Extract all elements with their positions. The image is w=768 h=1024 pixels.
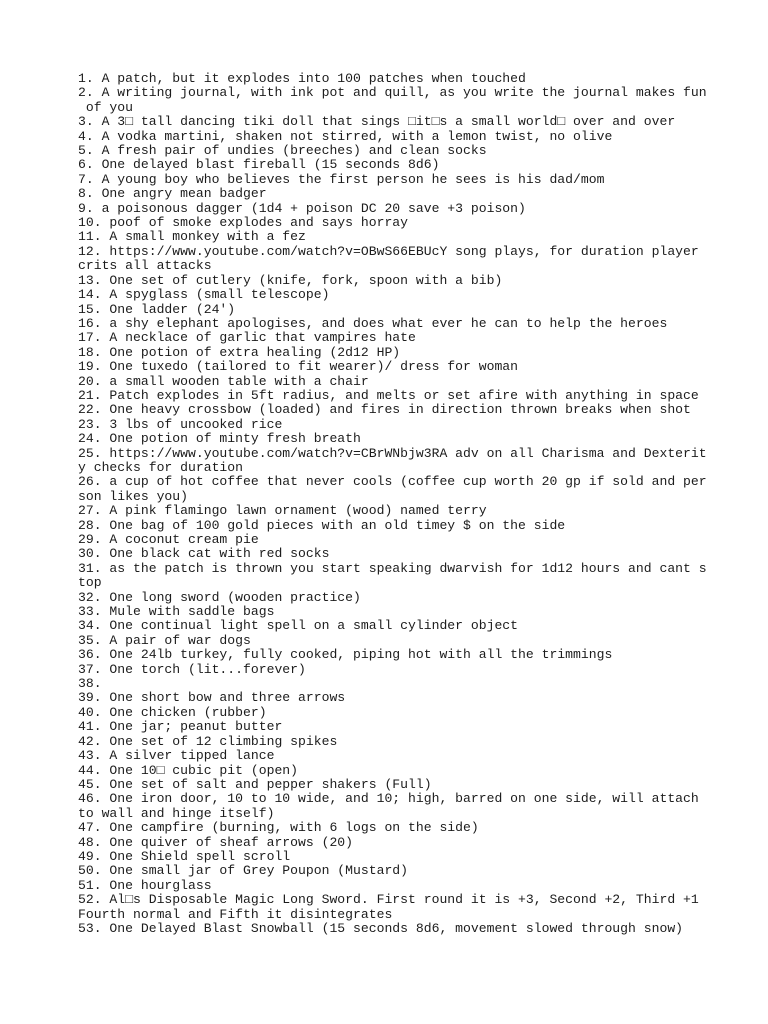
list-item: 8. One angry mean badger <box>78 186 267 202</box>
list-item: 4. A vodka martini, shaken not stirred, with a lemon twist, no olive <box>78 128 613 144</box>
list-item: 33. Mule with saddle bags <box>78 604 275 620</box>
list-item: 20. a small wooden table with a chair <box>78 373 369 389</box>
list-item: 24. One potion of minty fresh breath <box>78 431 361 447</box>
list-item: 10. poof of smoke explodes and says horray <box>78 215 409 231</box>
list-item: 17. A necklace of garlic that vampires hate <box>78 330 416 346</box>
list-item: 29. A coconut cream pie <box>78 532 259 547</box>
list-item: 31. as the patch is thrown you start speaking dwarvish for 1d12 hours and cant stop <box>78 560 707 591</box>
list-item: 40. One chicken (rubber) <box>78 704 267 720</box>
list-item: 39. One short bow and three arrows <box>78 690 346 706</box>
list-item: 26. a cup of hot coffee that never cools (coffee cup worth 20 gp if sold and person likes you) <box>78 474 707 504</box>
list-item: 27. A pink flamingo lawn ornament (wood) named terry <box>78 503 487 519</box>
list-item: 22. One heavy crossbow (loaded) and fires in direction thrown breaks when shot <box>78 402 691 418</box>
list-item: 16. a shy elephant apologises, and does what ever he can to help the heroes <box>78 315 668 331</box>
list-item: 11. A small monkey with a fez <box>78 229 306 245</box>
list-item: 38. <box>78 676 102 692</box>
list-item: 53. One Delayed Blast Snowball (15 seconds 8d6, movement slowed through snow) <box>78 920 684 936</box>
list-item: 5. A fresh pair of undies (breeches) and clean socks <box>78 143 487 159</box>
list-item: 49. One Shield spell scroll <box>78 848 291 864</box>
list-item: 3. A 3□ tall dancing tiki doll that sings □it□s a small world□ over and over <box>78 114 676 130</box>
list-item: 36. One 24lb turkey, fully cooked, piping hot with all the trimmings <box>78 647 613 663</box>
list-item: 7. A young boy who believes the first person he sees is his dad/mom <box>78 171 605 187</box>
list-item: 45. One set of salt and pepper shakers (Full) <box>78 776 432 792</box>
list-item: 32. One long sword (wooden practice) <box>78 589 361 605</box>
list-item: 12. https://www.youtube.com/watch?v=OBwS66EBUcY song plays, for duration player <box>78 243 699 259</box>
list-item: 37. One torch (lit...forever) <box>78 661 306 677</box>
list-item: 51. One hourglass <box>78 877 212 893</box>
list-item: 30. One black cat with red socks <box>78 546 330 562</box>
list-item: to wall and hinge itself) <box>78 805 275 821</box>
list-item: 41. One jar; peanut butter <box>78 719 283 735</box>
list-item: 42. One set of 12 climbing spikes <box>78 733 338 749</box>
item-list <box>78 72 710 936</box>
list-item: 50. One small jar of Grey Poupon (Mustard) <box>78 863 409 879</box>
list-item: 19. One tuxedo (tailored to fit wearer)/ dress for woman <box>78 359 519 375</box>
list-item: 13. One set of cutlery (knife, fork, spoon with a bib) <box>78 272 503 288</box>
list-item: 6. One delayed blast fireball (15 seconds 8d6) <box>78 157 440 173</box>
list-item: 28. One bag of 100 gold pieces with an old timey $ on the side <box>78 517 566 533</box>
list-item: 9. a poisonous dagger (1d4 + poison DC 20 save +3 poison) <box>78 200 526 216</box>
list-item: 1. A patch, but it explodes into 100 patches when touched <box>78 71 526 86</box>
list-item: of you <box>78 99 134 115</box>
list-item: 35. A pair of war dogs <box>78 632 251 648</box>
list-item: 15. One ladder (24') <box>78 301 236 317</box>
list-item: 46. One iron door, 10 to 10 wide, and 10; high, barred on one side, will attach <box>78 791 699 807</box>
list-item: 48. One quiver of sheaf arrows (20) <box>78 834 354 850</box>
list-item: 21. Patch explodes in 5ft radius, and melts or set afire with anything in space <box>78 387 699 403</box>
list-item: 43. A silver tipped lance <box>78 748 275 764</box>
list-item: 25. https://www.youtube.com/watch?v=CBrWNbjw3RA adv on all Charisma and Dexterity checks for duration <box>78 445 707 475</box>
list-item: 34. One continual light spell on a small cylinder object <box>78 618 519 634</box>
list-item: 2. A writing journal, with ink pot and quill, as you write the journal makes fun <box>78 85 707 101</box>
list-item: 52. Al□s Disposable Magic Long Sword. First round it is +3, Second +2, Third +1 Fourth normal and Fifth it disintegrates <box>78 892 707 922</box>
list-item: 47. One campfire (burning, with 6 logs on the side) <box>78 820 479 836</box>
list-item: 23. 3 lbs of uncooked rice <box>78 416 283 432</box>
list-item: 14. A spyglass (small telescope) <box>78 287 330 303</box>
list-item: crits all attacks <box>78 258 212 274</box>
list-item: 44. One 10□ cubic pit (open) <box>78 762 299 778</box>
list-item: 18. One potion of extra healing (2d12 HP) <box>78 344 401 360</box>
